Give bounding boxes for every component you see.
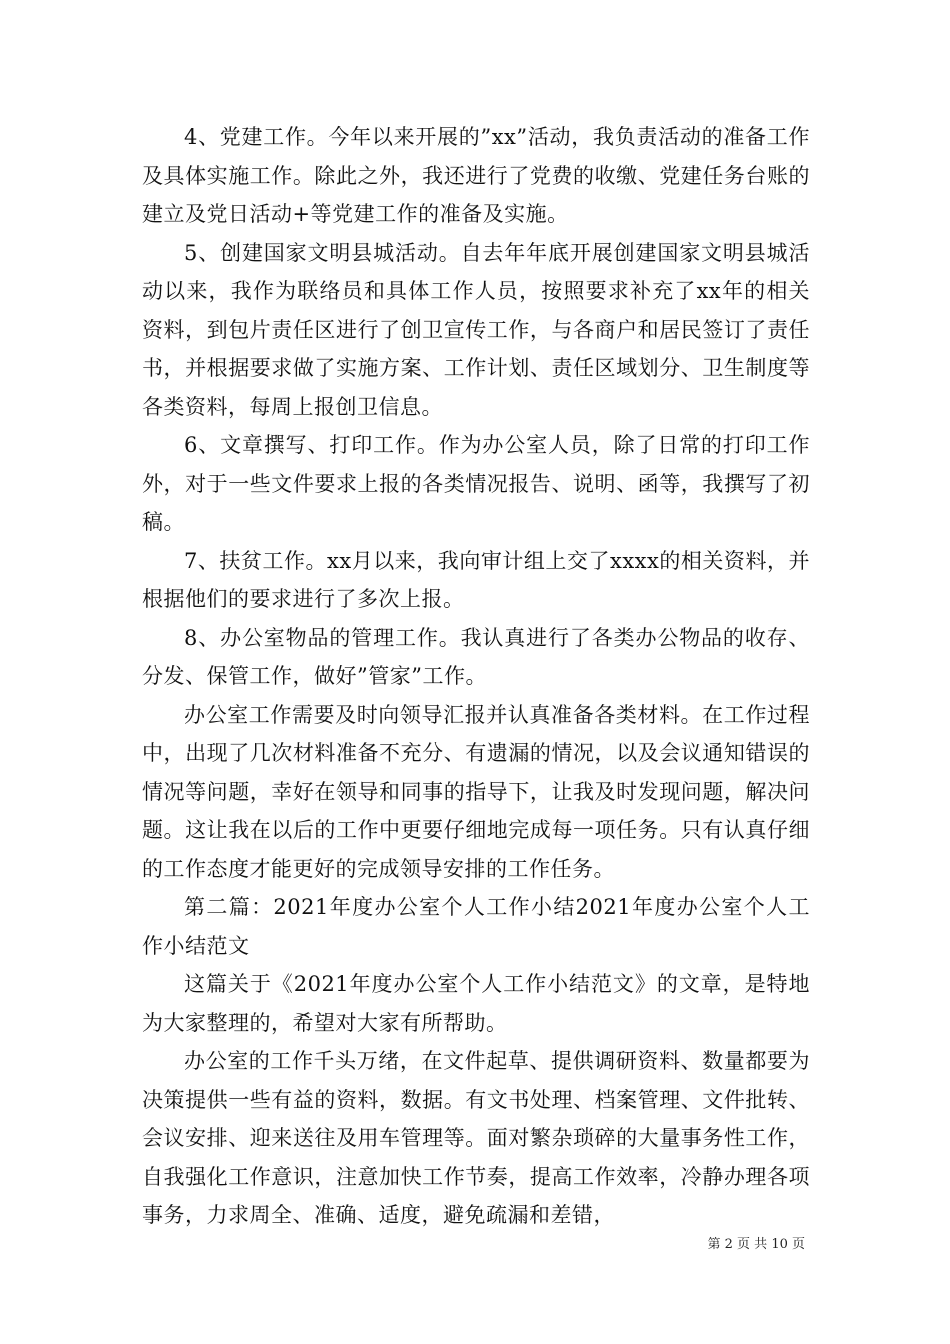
paragraph-party-building: 4、党建工作。今年以来开展的”xx”活动，我负责活动的准备工作及具体实施工作。除此之外，我还进行了党费的收缴、党建任务台账的建立及党日活动+等党建工作的准备及实施。 bbox=[142, 125, 810, 226]
paragraph-article-intro: 这篇关于《2021年度办公室个人工作小结范文》的文章，是特地为大家整理的，希望对大家有所帮助。 bbox=[142, 972, 810, 1035]
paragraph-second-article-title: 第二篇：2021年度办公室个人工作小结2021年度办公室个人工作小结范文 bbox=[142, 895, 810, 958]
paragraph-office-work: 办公室的工作千头万绪，在文件起草、提供调研资料、数量都要为决策提供一些有益的资料，数据。有文书处理、档案管理、文件批转、会议安排、迎来送往及用车管理等。面对繁杂琐碎的大量事务性工作，自我强化工作意识，注意加快工作节奏，提高工作效率，冷静办理各项事务，力求周全、准确、适度，避免疏漏和差错， bbox=[142, 1049, 810, 1227]
paragraph-poverty-relief: 7、扶贫工作。xx月以来，我向审计组上交了xxxx的相关资料，并根据他们的要求进行了多次上报。 bbox=[142, 548, 810, 611]
paragraph-office-supplies: 8、办公室物品的管理工作。我认真进行了各类办公物品的收存、分发、保管工作，做好”管家”工作。 bbox=[142, 625, 810, 688]
paragraph-civilized-county: 5、创建国家文明县城活动。自去年年底开展创建国家文明县城活动以来，我作为联络员和具体工作人员，按照要求补充了xx年的相关资料，到包片责任区进行了创卫宣传工作，与各商户和居民签订了责任书，并根据要求做了实施方案、工作计划、责任区域划分、卫生制度等各类资料，每周上报创卫信息。 bbox=[142, 240, 810, 419]
document-body bbox=[142, 118, 810, 1235]
paragraph-reporting: 办公室工作需要及时向领导汇报并认真准备各类材料。在工作过程中，出现了几次材料准备不充分、有遗漏的情况，以及会议通知错误的情况等问题，幸好在领导和同事的指导下，让我及时发现问题，解决问题。这让我在以后的工作中更要仔细地完成每一项任务。只有认真仔细的工作态度才能更好的完成领导安排的工作任务。 bbox=[142, 702, 810, 881]
page-number: 第 2 页 共 10 页 bbox=[707, 1237, 805, 1252]
paragraph-article-writing: 6、文章撰写、打印工作。作为办公室人员，除了日常的打印工作外，对于一些文件要求上报的各类情况报告、说明、函等，我撰写了初稿。 bbox=[142, 433, 810, 534]
